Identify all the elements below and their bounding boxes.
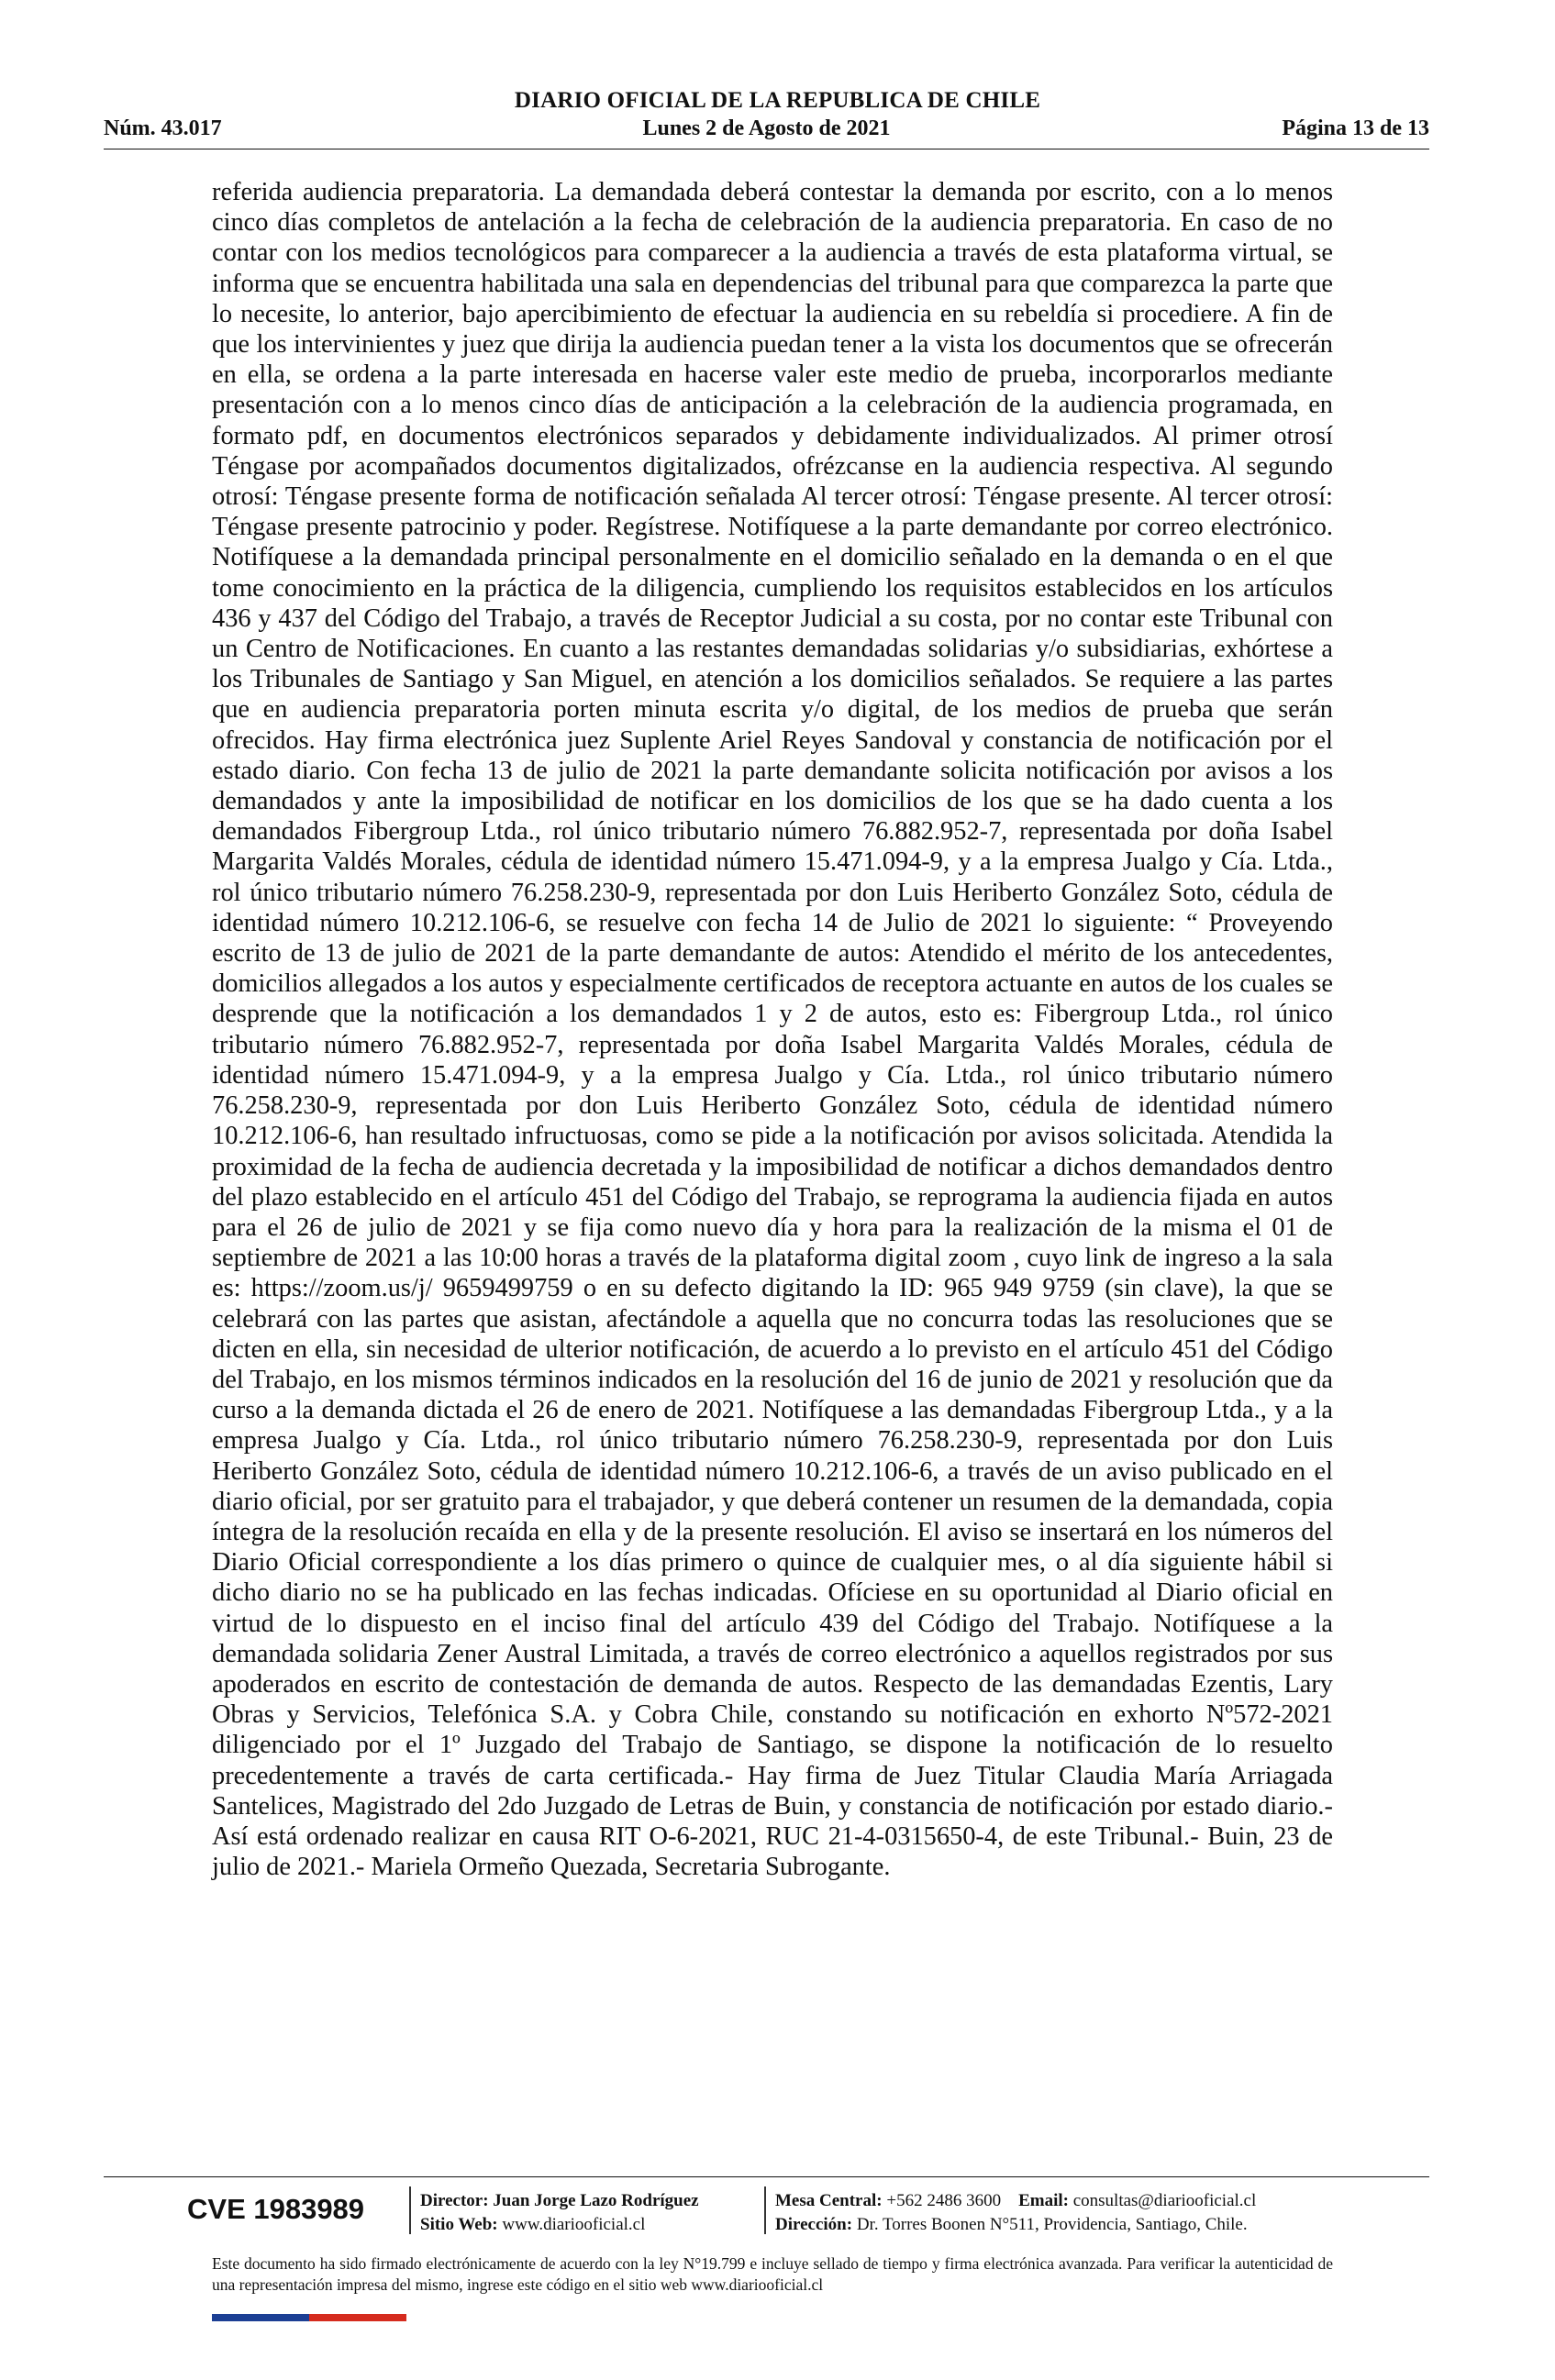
flag-stripe-red xyxy=(309,2314,406,2321)
footer-contact-block xyxy=(775,2189,1256,2237)
page-number: Página 13 de 13 xyxy=(1282,116,1429,140)
body-text: referida audiencia preparatoria. La demandada deberá contestar la demanda por escrito, con a lo menos cinco días completos de antelación a la fecha de celebración de la audiencia preparatoria. En caso de no contar con los medios tecnológicos para comparecer a la audiencia a través de esta plataforma virtual, se informa que se encuentra habilitada una sala en dependencias del tribunal para que comparezca la parte que lo necesite, lo anterior, bajo apercibimiento de efectuar la audiencia en su rebeldía si procediere. A fin de que los intervinientes y juez que dirija la audiencia puedan tener a la vista los documentos que se ofrecerán en ella, se ordena a la parte interesada en hacerse valer este medio de prueba, incorporarlos mediante presentación con a lo menos cinco días de anticipación a la celebración de la audiencia programada, en formato pdf, en documentos electrónicos separados y debidamente individualizados. Al primer otrosí Téngase por acompañados documentos digitalizados, ofrézcanse en la audiencia respectiva. Al segundo otrosí: Téngase presente forma de notificación señalada Al tercer otrosí: Téngase presente. Al tercer otrosí: Téngase presente patrocinio y poder. Regístrese. Notifíquese a la parte demandante por correo electrónico. Notifíquese a la demandada principal personalmente en el domicilio señalado en la demanda o en el que tome conocimiento en la práctica de la diligencia, cumpliendo los requisitos establecidos en los artículos 436 y 437 del Código del Trabajo, a través de Receptor Judicial a su costa, por no contar este Tribunal con un Centro de Notificaciones. En cuanto a las restantes demandadas solidarias y/o subsidiarias, exhórtese a los Tribunales de Santiago y San Miguel, en atención a los domicilios señalados. Se requiere a las partes que en audiencia preparatoria porten minuta escrita y/o digital, de los medios de prueba que serán ofrecidos. Hay firma electrónica juez Suplente Ariel Reyes Sandoval y constancia de notificación por el estado diario. Con fecha 13 de julio de 2021 la parte demandante solicita notificación por avisos a los demandados y ante la imposibilidad de notificar en los domicilios de los que se ha dado cuenta a los demandados Fibergroup Ltda., rol único tributario número 76.882.952-7, representada por doña Isabel Margarita Valdés Morales, cédula de identidad número 15.471.094-9, y a la empresa Jualgo y Cía. Ltda., rol único tributario número 76.258.230-9, representada por don Luis Heriberto González Soto, cédula de identidad número 10.212.106-6, se resuelve con fecha 14 de Julio de 2021 lo siguiente: “ Proveyendo escrito de 13 de julio de 2021 de la parte demandante de autos: Atendido el mérito de los antecedentes, domicilios allegados a los autos y especialmente certificados de receptora actuante en autos de los cuales se desprende que la notificación a los demandados 1 y 2 de autos, esto es: Fibergroup Ltda., rol único tributario número 76.882.952-7, representada por doña Isabel Margarita Valdés Morales, cédula de identidad número 15.471.094-9, y a la empresa Jualgo y Cía. Ltda., rol único tributario número 76.258.230-9, representada por don Luis Heriberto González Soto, cédula de identidad número 10.212.106-6, han resultado infructuosas, como se pide a la notificación por avisos solicitada. Atendida la proximidad de la fecha de audiencia decretada y la imposibilidad de notificar a dichos demandados dentro del plazo establecido en el artículo 451 del Código del Trabajo, se reprograma la audiencia fijada en autos para el 26 de julio de 2021 y se fija como nuevo día y hora para la realización de la misma el 01 de septiembre de 2021 a las 10:00 horas a través de la plataforma digital zoom , cuyo link de ingreso a la sala es: https://zoom.us/j/ 9659499759 o en su defecto digitando la ID: 965 949 9759 (sin clave), la que se celebrará con las partes que asistan, afectándole a aquella que no concurra todas las resoluciones que se dicten en ella, sin necesidad de ulterior notificación, de acuerdo a lo previsto en el artículo 451 del Código del Trabajo, en los mismos términos indicados en la resolución del 16 de junio de 2021 y resolución que da curso a la demanda dictada el 26 de enero de 2021. Notifíquese a las demandadas Fibergroup Ltda., y a la empresa Jualgo y Cía. Ltda., rol único tributario número 76.258.230-9, representada por don Luis Heriberto González Soto, cédula de identidad número 10.212.106-6, a través de un aviso publicado en el diario oficial, por ser gratuito para el trabajador, y que deberá contener un resumen de la demandada, copia íntegra de la resolución recaída en ella y de la presente resolución. El aviso se insertará en los números del Diario Oficial correspondiente a los días primero o quince de cualquier mes, o al día siguiente hábil si dicho diario no se ha publicado en las fechas indicadas. Ofíciese en su oportunidad al Diario oficial en virtud de lo dispuesto en el inciso final del artículo 439 del Código del Trabajo. Notifíquese a la demandada solidaria Zener Austral Limitada, a través de correo electrónico a aquellos registrados por sus apoderados en escrito de contestación de demanda de autos. Respecto de las demandadas Ezentis, Lary Obras y Servicios, Telefónica S.A. y Cobra Chile, constando su notificación en exhorto Nº572-2021 diligenciado por el 1º Juzgado del Trabajo de Santiago, se dispone la notificación de lo resuelto precedentemente a través de carta certificada.- Hay firma de Juez Titular Claudia María Arriagada Santelices, Magistrado del 2do Juzgado de Letras de Buin, y constancia de notificación por estado diario.- Así está ordenado realizar en causa RIT O-6-2021, RUC 21-4-0315650-4, de este Tribunal.- Buin, 23 de julio de 2021.- Mariela Ormeño Quezada, Secretaria Subrogante. xyxy=(212,178,1333,1882)
site-link[interactable]: www.diariooficial.cl xyxy=(502,2215,646,2234)
footer-separator xyxy=(764,2186,766,2234)
publication-title: DIARIO OFICIAL DE LA REPUBLICA DE CHILE xyxy=(514,88,1041,113)
issue-number: Núm. 43.017 xyxy=(104,116,222,140)
footer-director-block xyxy=(420,2189,699,2237)
phone-label: Mesa Central: xyxy=(775,2191,883,2210)
email-label: Email: xyxy=(1018,2191,1069,2210)
footer-separator xyxy=(409,2186,411,2234)
phone-value: +562 2486 3600 xyxy=(886,2191,1002,2210)
flag-stripe-blue xyxy=(212,2314,309,2321)
cve-code: CVE 1983989 xyxy=(187,2193,365,2225)
address-value: Dr. Torres Boonen N°511, Providencia, Santiago, Chile. xyxy=(856,2215,1248,2234)
site-label: Sitio Web: xyxy=(420,2215,498,2234)
footer-divider xyxy=(104,2176,1429,2177)
director-label: Director: xyxy=(420,2191,489,2210)
director-name: Juan Jorge Lazo Rodríguez xyxy=(493,2191,699,2210)
address-label: Dirección: xyxy=(775,2215,853,2234)
verification-note: Este documento ha sido firmado electrónicamente de acuerdo con la ley N°19.799 e incluye sellado de tiempo y firma electrónica avanzada. Para verificar la autenticidad de una representación impresa del mismo, ingrese este código en el sitio web www.diariooficial.cl xyxy=(212,2254,1333,2294)
header-row xyxy=(104,116,1429,146)
issue-date: Lunes 2 de Agosto de 2021 xyxy=(642,116,891,140)
email-link[interactable]: consultas@diariooficial.cl xyxy=(1072,2191,1257,2210)
